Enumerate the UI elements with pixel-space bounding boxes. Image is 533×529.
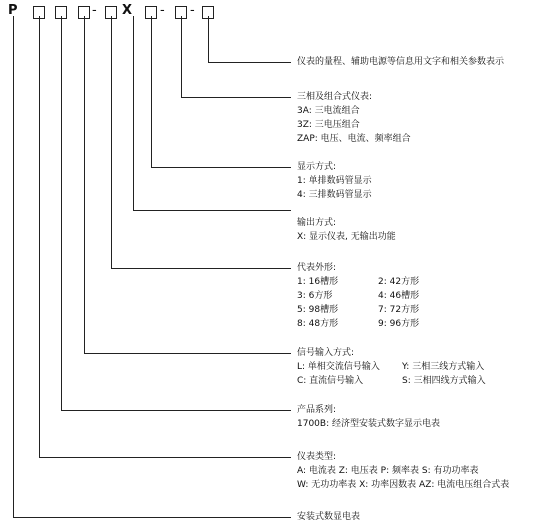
series-line: 1700B: 经济型安装式数字显示电表 bbox=[297, 419, 440, 429]
series-block bbox=[297, 403, 440, 431]
connector-signal bbox=[85, 16, 292, 354]
meter-type-block bbox=[297, 450, 509, 492]
meter-type-line: A: 电流表 Z: 电压表 P: 频率表 S: 有功功率表 bbox=[297, 466, 479, 476]
shape-item: 9: 96方形 bbox=[378, 319, 420, 329]
shape-item: 7: 72方形 bbox=[378, 305, 420, 315]
code-x-letter: X bbox=[122, 3, 133, 18]
note-text: 仪表的量程、辅助电源等信息用文字和相关参数表示 bbox=[297, 57, 505, 67]
shape-row bbox=[297, 289, 420, 303]
three-phase-line: 3Z: 三电压组合 bbox=[297, 120, 360, 130]
signal-title: 信号输入方式: bbox=[297, 348, 355, 358]
shape-item: 3: 6方形 bbox=[297, 291, 333, 301]
output-block bbox=[297, 216, 396, 244]
shape-item: 8: 48方形 bbox=[297, 319, 339, 329]
shape-title: 代表外形: bbox=[297, 263, 337, 273]
signal-item: Y: 三相三线方式输入 bbox=[402, 362, 485, 372]
code-dash-3: - bbox=[190, 3, 195, 18]
base-text: 安装式数显电表 bbox=[297, 512, 361, 522]
three-phase-block bbox=[297, 90, 411, 146]
connector-series bbox=[62, 16, 292, 411]
three-phase-line: 3A: 三电流组合 bbox=[297, 106, 360, 116]
series-title: 产品系列: bbox=[297, 405, 337, 415]
meter-type-line: W: 无功功率表 X: 功率因数表 AZ: 电流电压组合式表 bbox=[297, 480, 510, 490]
output-title: 输出方式: bbox=[297, 218, 337, 228]
shape-item: 5: 98槽形 bbox=[297, 305, 339, 315]
code-dash-2: - bbox=[160, 3, 165, 18]
signal-block bbox=[297, 346, 486, 388]
connector-base bbox=[14, 16, 292, 518]
code-dash-1: - bbox=[92, 3, 97, 18]
display-line: 1: 单排数码管显示 bbox=[297, 176, 372, 186]
display-line: 4: 三排数码管显示 bbox=[297, 190, 372, 200]
shape-row bbox=[297, 303, 420, 317]
code-box-three-phase bbox=[175, 6, 187, 19]
signal-item: L: 单相交流信号输入 bbox=[297, 362, 380, 372]
code-box-series bbox=[55, 6, 67, 19]
display-title: 显示方式: bbox=[297, 162, 337, 172]
three-phase-title: 三相及组合式仪表: bbox=[297, 92, 373, 102]
signal-item: C: 直流信号输入 bbox=[297, 376, 364, 386]
connector-meter-type bbox=[40, 16, 292, 458]
code-box-meter-type bbox=[33, 6, 45, 19]
connector-note bbox=[209, 16, 292, 63]
code-box-shape bbox=[105, 6, 117, 19]
meter-type-title: 仪表类型: bbox=[297, 452, 337, 462]
code-prefix: P bbox=[8, 3, 18, 18]
signal-item: S: 三相四线方式输入 bbox=[402, 376, 486, 386]
connector-three-phase bbox=[182, 16, 292, 98]
connector-display bbox=[152, 16, 292, 168]
signal-row bbox=[297, 374, 486, 388]
code-box-note bbox=[202, 6, 214, 19]
connector-output bbox=[134, 16, 292, 211]
shape-item: 1: 16槽形 bbox=[297, 277, 339, 287]
connector-shape bbox=[112, 16, 292, 269]
shape-block bbox=[297, 261, 420, 331]
code-box-display bbox=[145, 6, 157, 19]
three-phase-line: ZAP: 电压、电流、频率组合 bbox=[297, 134, 411, 144]
shape-item: 2: 42方形 bbox=[378, 277, 420, 287]
signal-row bbox=[297, 360, 485, 374]
display-block bbox=[297, 160, 372, 202]
shape-item: 4: 46槽形 bbox=[378, 291, 420, 301]
output-line: X: 显示仪表, 无输出功能 bbox=[297, 232, 396, 242]
shape-row bbox=[297, 275, 420, 289]
shape-row bbox=[297, 317, 420, 331]
code-box-signal bbox=[78, 6, 90, 19]
